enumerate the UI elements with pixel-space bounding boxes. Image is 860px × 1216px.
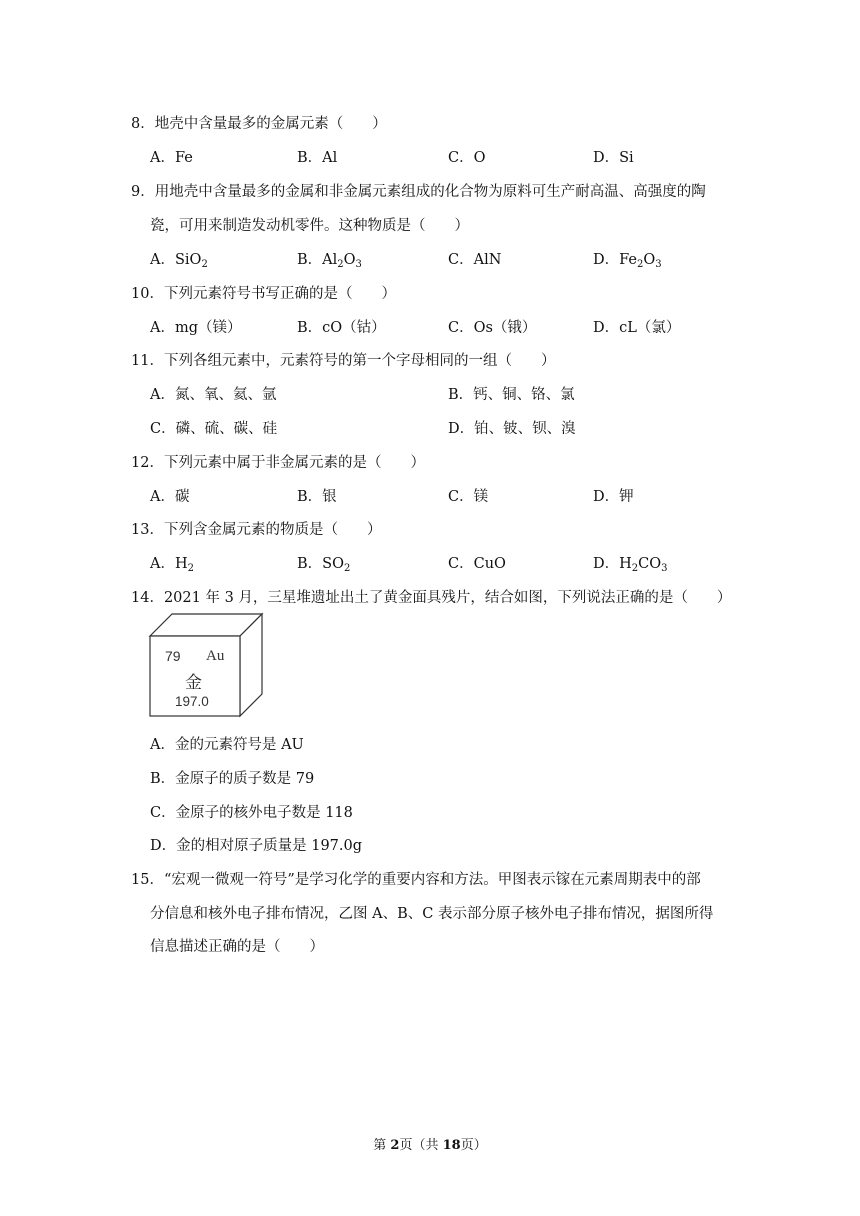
- page-footer: 第 2页（共 18页）: [373, 1138, 487, 1153]
- question-15-stem-line3: 信息描述正确的是（ ）: [150, 939, 324, 955]
- q9-option-c: C．AlN: [448, 252, 502, 268]
- q9-option-a: A．SiO$_2$: [150, 252, 208, 270]
- q8-option-b: B．Al: [297, 150, 338, 166]
- question-8-stem: 8．地壳中含量最多的金属元素（ ）: [131, 116, 387, 132]
- element-symbol: Au: [206, 648, 225, 664]
- element-name: 金: [185, 673, 202, 693]
- q13-option-c: C．CuO: [448, 556, 506, 572]
- q12-option-a: A．碳: [150, 489, 190, 505]
- question-15-stem-line1: 15．“宏观一微观一符号”是学习化学的重要内容和方法。甲图表示镓在元素周期表中的部: [131, 872, 701, 888]
- q10-option-b: B．cO（钴）: [297, 320, 386, 336]
- question-14-stem: 14．2021 年 3 月，三星堆遗址出土了黄金面具残片，结合如图，下列说法正确的是（ ）: [131, 590, 732, 606]
- q14-option-b: B．金原子的质子数是 79: [150, 771, 315, 787]
- q12-option-b: B．银: [297, 489, 337, 505]
- q11-option-a: A．氮、氧、氦、氩: [150, 387, 277, 403]
- question-11-stem: 11．下列各组元素中，元素符号的第一个字母相同的一组（ ）: [131, 353, 556, 369]
- question-9-stem-line2: 瓷，可用来制造发动机零件。这种物质是（ ）: [150, 218, 469, 234]
- total-page-count: 18: [442, 1138, 461, 1153]
- atomic-number: 79: [165, 648, 181, 664]
- current-page-number: 2: [390, 1138, 400, 1153]
- q8-option-d: D．Si: [593, 150, 634, 166]
- question-10-stem: 10．下列元素符号书写正确的是（ ）: [131, 286, 396, 302]
- q8-option-c: C．O: [448, 150, 486, 166]
- q12-option-c: C．镁: [448, 489, 489, 505]
- q14-option-d: D．金的相对原子质量是 197.0g: [150, 838, 363, 854]
- q11-option-c: C．磷、硫、碳、硅: [150, 421, 278, 437]
- question-9-stem-line1: 9．用地壳中含量最多的金属和非金属元素组成的化合物为原料可生产耐高温、高强度的陶: [131, 184, 706, 200]
- q8-option-a: A．Fe: [150, 150, 193, 166]
- q10-option-c: C．Os（锇）: [448, 320, 537, 336]
- q11-option-d: D．铂、铍、钡、溴: [448, 421, 576, 437]
- q14-option-c: C．金原子的核外电子数是 118: [150, 805, 353, 821]
- q12-option-d: D．钾: [593, 489, 634, 505]
- q10-option-a: A．mg（镁）: [150, 320, 242, 336]
- q9-option-b: B．$Al_2O_3$: [297, 252, 362, 270]
- q13-option-a: A．$H_2$: [150, 556, 194, 574]
- atomic-mass: 197.0: [175, 694, 209, 709]
- q10-option-d: D．cL（氯）: [593, 320, 681, 336]
- q14-option-a: A．金的元素符号是 AU: [150, 737, 304, 753]
- question-15-stem-line2: 分信息和核外电子排布情况，乙图 A、B、C 表示部分原子核外电子排布情况，据图所得: [150, 906, 714, 922]
- question-13-stem: 13．下列含金属元素的物质是（ ）: [131, 522, 382, 538]
- q11-option-b: B．钙、铜、铬、氯: [448, 387, 575, 403]
- periodic-element-tile: [148, 612, 264, 718]
- q13-option-d: D．$H_2CO_3$: [593, 556, 668, 574]
- question-12-stem: 12．下列元素中属于非金属元素的是（ ）: [131, 455, 425, 471]
- q13-option-b: B．$SO_2$: [297, 556, 351, 574]
- q9-option-d: D．$Fe_2O_3$: [593, 252, 662, 270]
